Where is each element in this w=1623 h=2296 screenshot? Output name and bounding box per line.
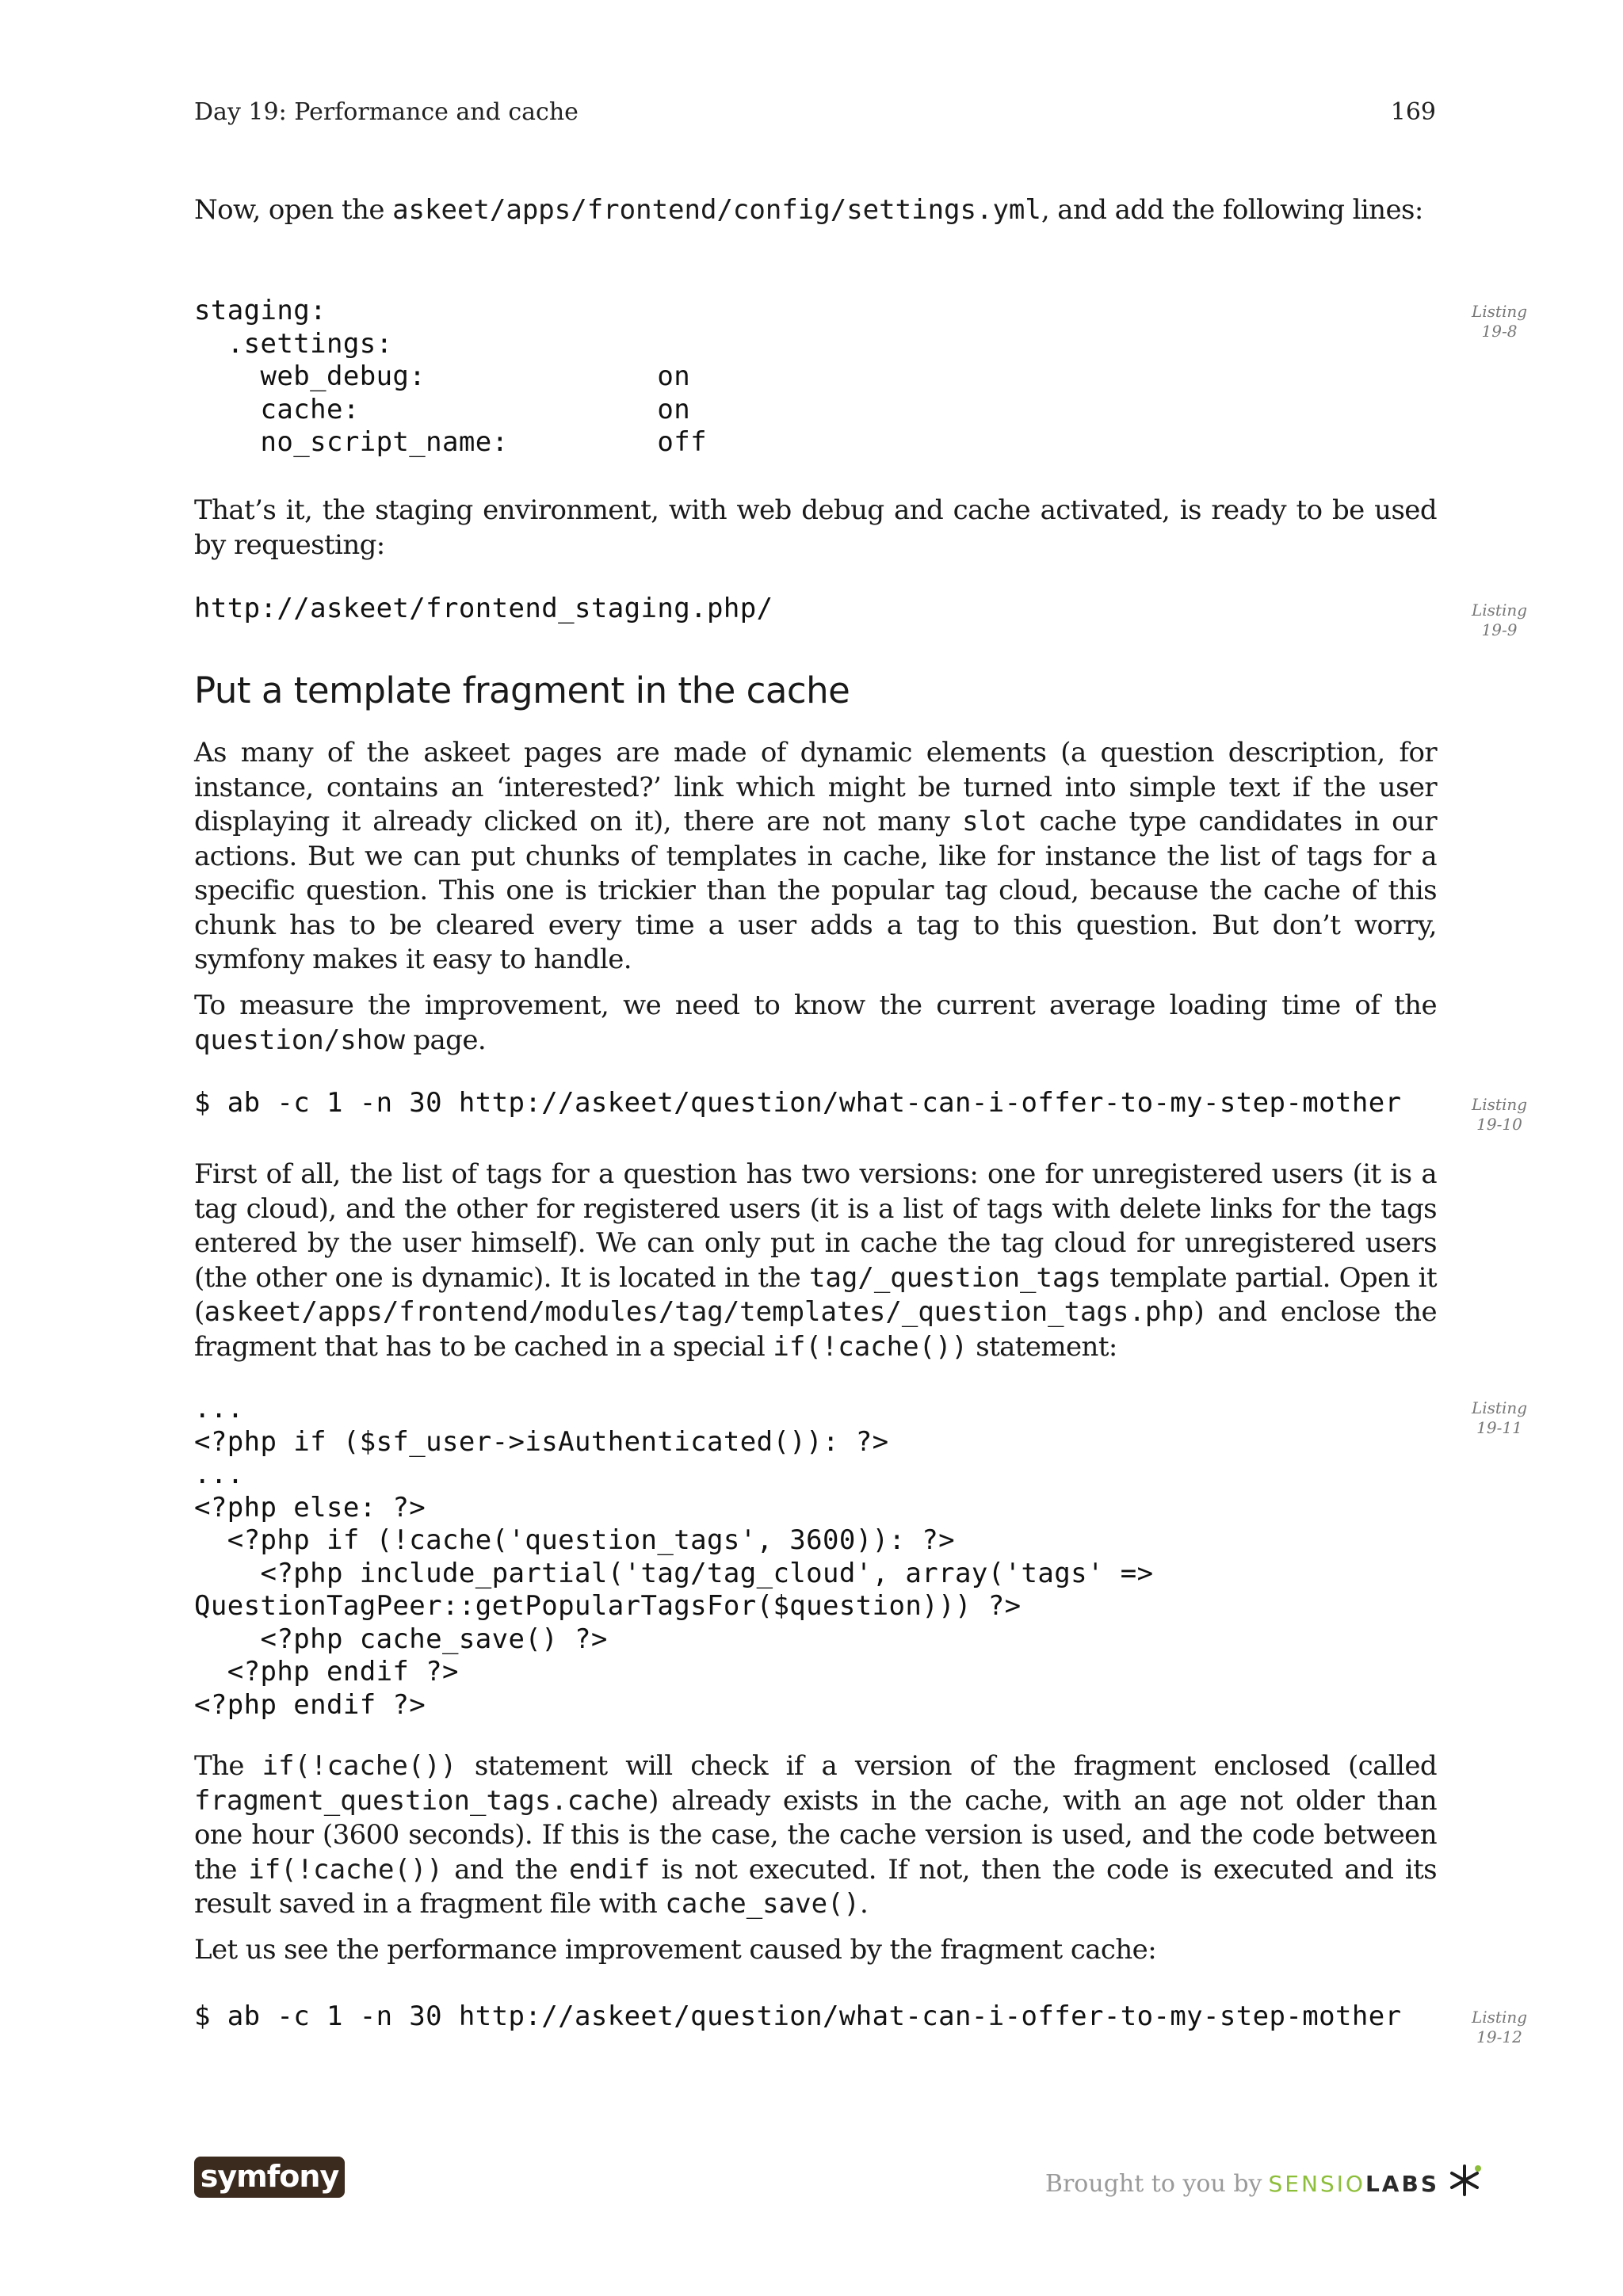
- text-run: Now, open the: [194, 194, 393, 226]
- sensiolabs-star-icon: [1445, 2161, 1484, 2206]
- listing-number: 19-12: [1476, 2027, 1522, 2046]
- listing-number: 19-8: [1481, 322, 1518, 341]
- paragraph-cache-explanation: [194, 1749, 1437, 1922]
- listing-word: Listing: [1471, 1095, 1528, 1114]
- text-run: statement:: [968, 1330, 1117, 1363]
- symfony-logo: symfony: [194, 2157, 345, 2198]
- code-listing-19-8: [194, 295, 1437, 460]
- text-run: First of all, the list of tags for a question has two versions: one for unregistered users (it is a tag cloud), and the other for registered users (it is a list of tags with delete links for the tags entered by the user himself). We can only put in cache the tag cloud for unregistered users (the other one is dynamic). It is located in the: [194, 1158, 1437, 1294]
- inline-code: fragment_question_tags.cache: [194, 1784, 649, 1817]
- listing-number: 19-10: [1476, 1115, 1522, 1134]
- inline-code: cache_save(): [665, 1888, 860, 1920]
- text-run: , and add the following lines:: [1041, 194, 1423, 226]
- running-header-chapter: Day 19: Performance and cache: [194, 98, 579, 126]
- paragraph-open-settings: [194, 193, 1437, 228]
- code-block: staging: .settings: web_debug: on cache: on no_script_name: off: [194, 295, 707, 458]
- brand-labs: LABS: [1365, 2170, 1439, 2197]
- listing-word: Listing: [1471, 1398, 1528, 1417]
- section-title: Put a template fragment in the cache: [194, 669, 850, 711]
- paragraph-dynamic-elements: [194, 736, 1437, 978]
- text-run: ) already exists in the cache, with an age not older than one hour (3600 seconds). If this is the case, the cache version is used, and the code between the: [194, 1784, 1437, 1886]
- text-run: page.: [405, 1024, 487, 1056]
- code-listing-19-11: [194, 1393, 1437, 1722]
- sensiolabs-wordmark: [1268, 2170, 1439, 2198]
- text-run: and the: [442, 1853, 569, 1886]
- text-run: ) and enclose the fragment that has to be cached in a special: [194, 1296, 1437, 1363]
- text-run: cache type candidates in our actions. But we can put chunks of templates in cache, like for instance the list of tags for a specific question. This one is trickier than the popular tag cloud, because the cache of this chunk has to be cleared every time a user adds a tag to this question. But don’t worry, symfony makes it easy to handle.: [194, 806, 1438, 975]
- paragraph-measure-improvement: [194, 989, 1437, 1058]
- listing-label-19-10: [1452, 1095, 1547, 1135]
- code-listing-19-12: [194, 2000, 1437, 2034]
- listing-word: Listing: [1471, 601, 1528, 620]
- text-run: As many of the askeet pages are made of dynamic elements (a question description, for instance, contains an ‘interested?’ link which might be turned into simple text if the user displaying it already clicked on it), there are not many: [194, 737, 1437, 837]
- listing-label-19-11: [1452, 1398, 1547, 1438]
- text-run: template partial. Open it (: [194, 1261, 1438, 1328]
- page-number: 169: [1390, 98, 1436, 126]
- code-listing-19-10: [194, 1087, 1437, 1120]
- brought-by-text: Brought to you by: [1044, 2169, 1262, 2198]
- code-block: ... <?php if ($sf_user->isAuthenticated()): ?> ... <?php else: ?> <?php if (!cache('question_tags', 3600)): ?> <?php include_partial('tag/tag_cloud', array('tags' => QuestionTagPeer::getPopularTagsFor($question))) ?> <?php cache_save() ?> <?php endif ?> <?php endif ?>: [194, 1393, 1154, 1721]
- paragraph-tag-versions: [194, 1158, 1437, 1364]
- text-run: The: [194, 1750, 262, 1782]
- brand-sensio: SENSIO: [1268, 2170, 1365, 2197]
- code-listing-19-9: [194, 593, 1437, 626]
- paragraph-staging-ready: [194, 494, 1437, 563]
- listing-label-19-8: [1452, 302, 1547, 341]
- listing-label-19-9: [1452, 601, 1547, 640]
- inline-code: slot: [962, 806, 1027, 837]
- code-block: http://askeet/frontend_staging.php/: [194, 593, 773, 624]
- listing-word: Listing: [1471, 2008, 1528, 2027]
- inline-code: tag/_question_tags: [808, 1261, 1102, 1294]
- listing-label-19-12: [1452, 2008, 1547, 2047]
- inline-code: endif: [568, 1853, 651, 1886]
- inline-code: if(!cache()): [773, 1330, 968, 1363]
- listing-number: 19-9: [1481, 620, 1518, 639]
- code-block: $ ab -c 1 -n 30 http://askeet/question/what-can-i-offer-to-my-step-mother: [194, 2000, 1402, 2032]
- paragraph-text: Let us see the performance improvement caused by the fragment cache:: [194, 1934, 1157, 1966]
- inline-code-path: askeet/apps/frontend/modules/tag/templates/_question_tags.php: [204, 1296, 1194, 1328]
- inline-code: question/show: [194, 1024, 406, 1056]
- code-block: $ ab -c 1 -n 30 http://askeet/question/what-can-i-offer-to-my-step-mother: [194, 1087, 1402, 1119]
- text-run: is not executed. If not, then the code is executed and its result saved in a fragment file with: [194, 1853, 1437, 1920]
- inline-code-path: askeet/apps/frontend/config/settings.yml: [392, 194, 1041, 226]
- paragraph-text: That’s it, the staging environment, with web debug and cache activated, is ready to be used by requesting:: [194, 494, 1437, 561]
- footer-sponsor: [1045, 2161, 1484, 2206]
- text-run: statement will check if a version of the fragment enclosed (called: [456, 1750, 1437, 1782]
- paragraph-performance-improvement: [194, 1933, 1437, 1968]
- section-heading: [194, 669, 1437, 711]
- text-run: .: [860, 1888, 869, 1920]
- listing-number: 19-11: [1476, 1418, 1522, 1437]
- inline-code: if(!cache()): [248, 1853, 443, 1886]
- inline-code: if(!cache()): [262, 1750, 457, 1782]
- text-run: To measure the improvement, we need to know the current average loading time of the: [194, 990, 1437, 1021]
- listing-word: Listing: [1471, 302, 1528, 321]
